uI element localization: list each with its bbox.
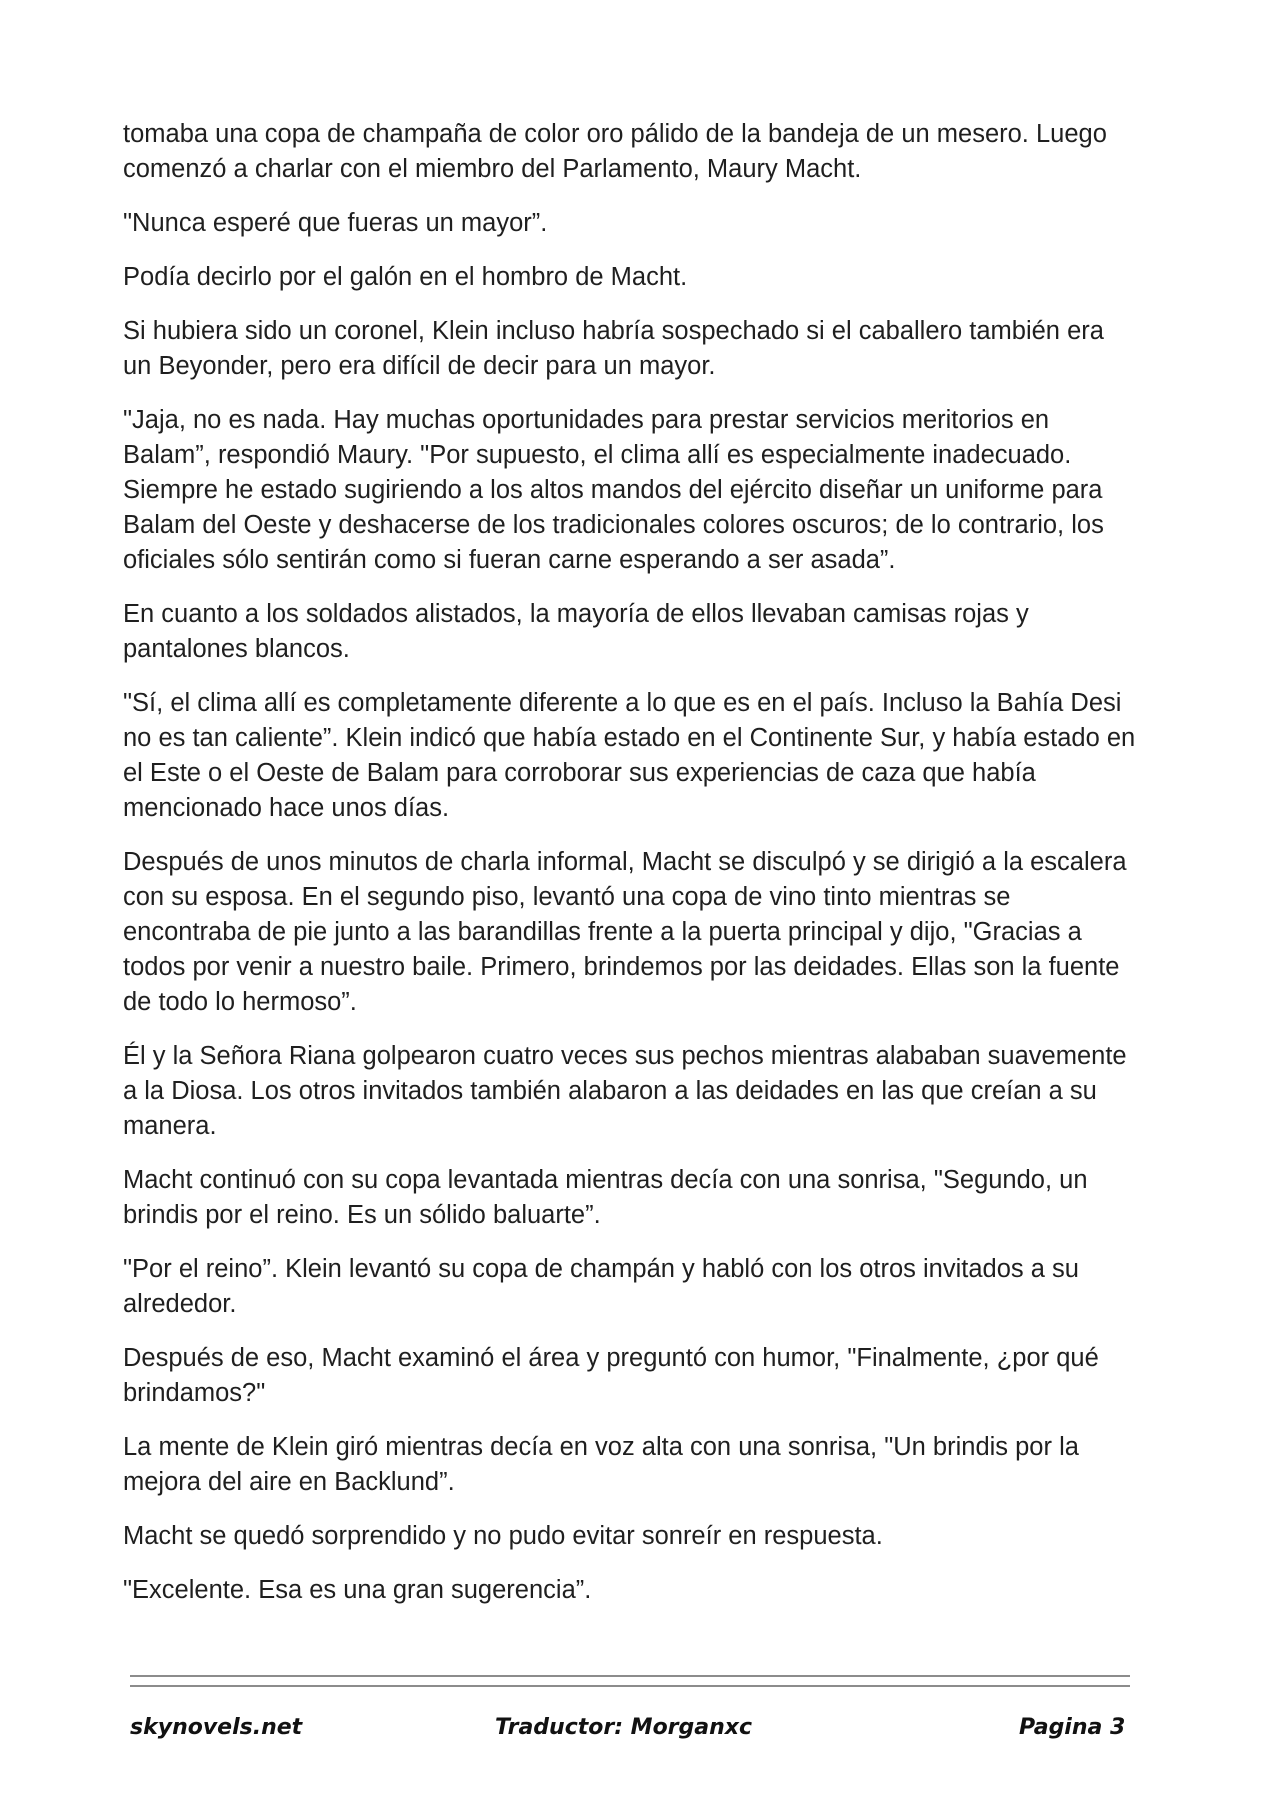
paragraph: Podía decirlo por el galón en el hombro de Macht.	[123, 263, 688, 291]
paragraph: Si hubiera sido un coronel, Klein incluso habría sospechado si el caballero también era un Beyonder, pero era difícil de decir para un mayor.	[123, 317, 1104, 380]
paragraph: Después de eso, Macht examinó el área y preguntó con humor, "Finalmente, ¿por qué brindamos?"	[123, 1344, 1099, 1407]
footer-divider-top	[130, 1675, 1130, 1677]
paragraph: Él y la Señora Riana golpearon cuatro veces sus pechos mientras alababan suavemente a la Diosa. Los otros invitados también alabaron a las deidades en las que creían a su manera.	[123, 1042, 1127, 1140]
footer-translator: Traductor: Morganxc	[495, 1715, 753, 1740]
paragraph: "Por el reino”. Klein levantó su copa de champán y habló con los otros invitados a su alrededor.	[123, 1255, 1079, 1318]
paragraph: Macht continuó con su copa levantada mientras decía con una sonrisa, "Segundo, un brindis por el reino. Es un sólido baluarte”.	[123, 1166, 1088, 1229]
footer-site: skynovels.net	[130, 1715, 303, 1740]
footer-page-number: Pagina 3	[1019, 1715, 1126, 1740]
paragraph: En cuanto a los soldados alistados, la mayoría de ellos llevaban camisas rojas y pantalones blancos.	[123, 600, 1029, 663]
paragraph: "Nunca esperé que fueras un mayor”.	[123, 209, 548, 237]
paragraph: "Excelente. Esa es una gran sugerencia”.	[123, 1576, 592, 1604]
paragraph: Después de unos minutos de charla informal, Macht se disculpó y se dirigió a la escalera con su esposa. En el segundo piso, levantó una copa de vino tinto mientras se encontraba de pie junto a las barandillas frente a la puerta principal y dijo, "Gracias a todos por venir a nuestro baile. Primero, brindemos por las deidades. Ellas son la fuente de todo lo hermoso”.	[123, 848, 1127, 1016]
paragraph: "Jaja, no es nada. Hay muchas oportunidades para prestar servicios meritorios en Balam”, respondió Maury. "Por supuesto, el clima allí es especialmente inadecuado. Siempre he estado sugiriendo a los altos mandos del ejército diseñar un uniforme para Balam del Oeste y deshacerse de los tradicionales colores oscuros; de lo contrario, los oficiales sólo sentirán como si fueran carne esperando a ser asada”.	[123, 406, 1104, 574]
page-body	[123, 117, 1138, 1627]
footer-divider-bottom	[130, 1685, 1130, 1687]
paragraph: tomaba una copa de champaña de color oro pálido de la bandeja de un mesero. Luego comenzó a charlar con el miembro del Parlamento, Maury Macht.	[123, 120, 1107, 183]
paragraph: La mente de Klein giró mientras decía en voz alta con una sonrisa, "Un brindis por la mejora del aire en Backlund”.	[123, 1433, 1079, 1496]
paragraph: Macht se quedó sorprendido y no pudo evitar sonreír en respuesta.	[123, 1522, 883, 1550]
paragraph: "Sí, el clima allí es completamente diferente a lo que es en el país. Incluso la Bahía Desi no es tan caliente”. Klein indicó que había estado en el Continente Sur, y había estado en el Este o el Oeste de Balam para corroborar sus experiencias de caza que había mencionado hace unos días.	[123, 689, 1136, 822]
